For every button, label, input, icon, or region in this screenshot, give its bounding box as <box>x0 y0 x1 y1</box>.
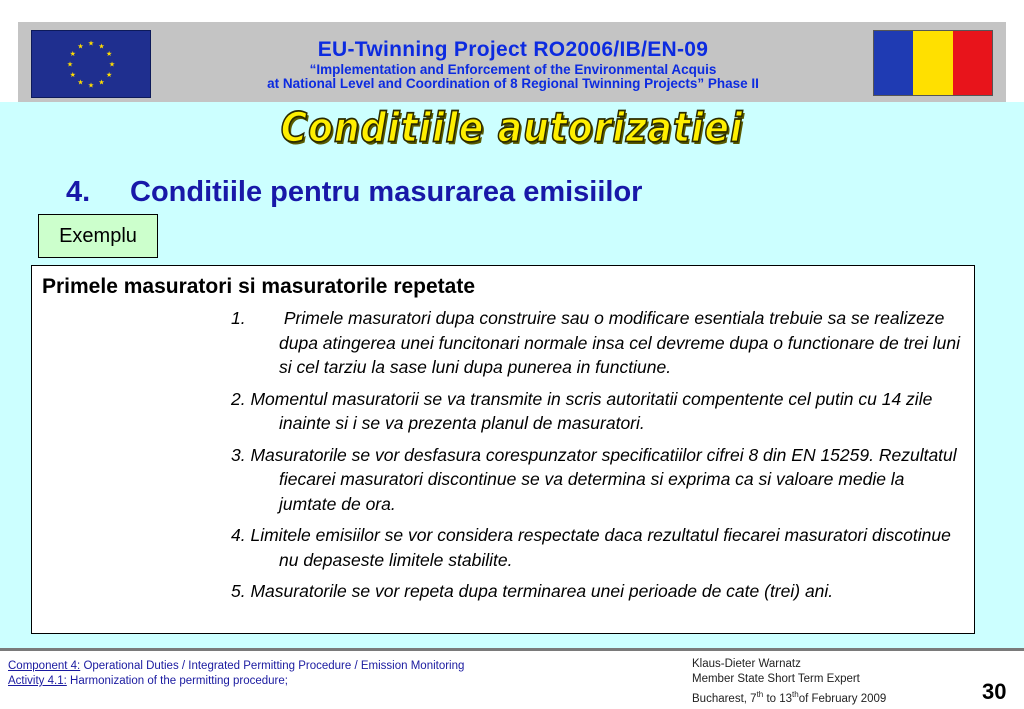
slide-title: Conditiile autorizatiei <box>280 104 744 153</box>
date-mid: to 13 <box>763 692 793 705</box>
item-text: Limitele emisiilor se vor considera respectate daca rezultatul fiecarei masuratori discotinue nu depaseste limitele stabilite. <box>250 525 951 570</box>
eu-star-icon: ★ <box>108 61 116 69</box>
eu-star-icon: ★ <box>77 43 84 51</box>
flag-stripe-red <box>953 31 992 95</box>
component-label: Component 4: <box>8 660 81 672</box>
date-suffix: of February 2009 <box>798 692 887 705</box>
eu-star-icon: ★ <box>98 79 105 87</box>
box-title: Primele masuratori si masuratorile repetate <box>42 275 476 298</box>
eu-star-icon: ★ <box>87 40 95 48</box>
eu-star-icon: ★ <box>77 79 84 87</box>
footer-activity-line <box>8 674 464 689</box>
eu-star-icon: ★ <box>106 72 113 79</box>
eu-star-icon: ★ <box>69 72 76 79</box>
measurement-list <box>231 306 966 611</box>
flag-stripe-blue <box>874 31 913 95</box>
example-label: Exemplu <box>38 214 158 258</box>
eu-star-icon: ★ <box>106 51 113 58</box>
component-text: Operational Duties / Integrated Permitting Procedure / Emission Monitoring <box>80 660 465 672</box>
list-item <box>231 443 966 517</box>
eu-star-icon: ★ <box>69 51 76 58</box>
date-prefix: Bucharest, 7 <box>692 692 757 705</box>
item-number: 4. <box>231 525 246 545</box>
section-heading <box>66 176 642 209</box>
measurements-box <box>31 265 975 634</box>
item-number: 3. <box>231 444 246 465</box>
item-number: 1. <box>231 308 246 328</box>
author-role: Member State Short Term Expert <box>692 673 860 685</box>
author-name: Klaus-Dieter Warnatz <box>692 658 801 670</box>
section-title: Conditiile pentru masurarea emisiilor <box>130 176 643 208</box>
list-item <box>231 523 966 572</box>
page-number: 30 <box>982 679 1007 704</box>
item-number: 2. <box>231 388 246 409</box>
event-date <box>692 687 886 707</box>
footer-divider <box>0 648 1024 651</box>
footer-component-line <box>8 659 464 674</box>
header-banner <box>18 22 1006 102</box>
date-sup-2: th <box>792 690 799 699</box>
eu-star-icon: ★ <box>66 61 74 69</box>
project-subtitle-line2: at National Level and Coordination of 8 Regional Twinning Projects” Phase II <box>267 76 759 91</box>
list-item <box>231 387 966 436</box>
item-text: Masuratorile se vor desfasura corespunzator specificatiilor cifrei 8 din EN 15259. Rezultatul fiecarei masuratori discontinue se va determina si exprima ca si valoare medie la jumtate de ora. <box>250 444 957 514</box>
footer-left <box>8 659 464 689</box>
item-text: Momentul masuratorii se va transmite in scris autoritatii compentente cel putin cu 14 zile inainte si i se va prezenta planul de masuratori. <box>250 388 933 433</box>
romania-flag-icon <box>873 30 993 96</box>
flag-stripe-yellow <box>913 31 952 95</box>
item-text: Masuratorile se vor repeta dupa terminarea unei perioade de cate (trei) ani. <box>250 581 834 601</box>
date-sup-1: th <box>756 690 764 699</box>
project-subtitle-line1: “Implementation and Enforcement of the Environmental Acquis <box>309 62 717 77</box>
activity-label: Activity 4.1: <box>8 675 67 687</box>
footer-right <box>692 657 886 707</box>
eu-star-icon: ★ <box>98 43 105 51</box>
section-number: 4. <box>66 176 91 208</box>
list-item <box>231 306 966 380</box>
item-number: 5. <box>231 581 246 601</box>
eu-flag-icon <box>31 30 151 98</box>
activity-text: Harmonization of the permitting procedure; <box>66 675 288 687</box>
list-item <box>231 579 966 604</box>
item-text: Primele masuratori dupa construire sau o modificare esentiala trebuie sa se realizeze dupa atingerea unei funcitonari normale insa cel devreme dupa o functionare de trei luni si cel tarziu la sase luni dupa punerea in functiune. <box>279 308 960 377</box>
eu-star-icon: ★ <box>87 82 95 90</box>
project-title: EU-Twinning Project RO2006/IB/EN-09 <box>317 38 709 61</box>
